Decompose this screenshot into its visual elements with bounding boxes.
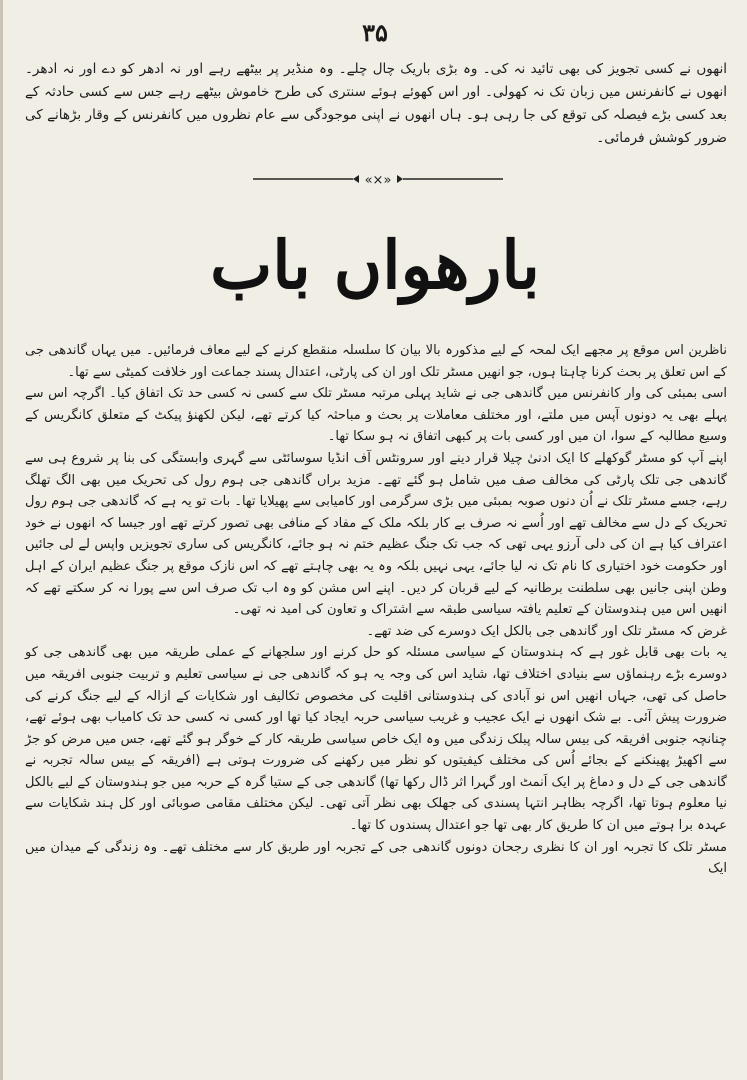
- divider-arrow-right: [397, 175, 403, 183]
- section-divider: [253, 170, 503, 188]
- body-paragraph-5: یہ بات بھی قابل غور ہے کہ ہندوستان کے سیاسی مسئلہ کو حل کرنے اور سلجھانے کے عملی طریقہ میں بھی گاندھی جی کو دوسرے بڑے رہنماؤں سے بنیادی اختلاف تھا، شاید اس کی وجہ یہ ہو کہ گاندھی جی نے سیاسی تعلیم و تربیت جنوبی افریقہ میں حاصل کی تھی، جہاں انھیں اس نو آبادی کی ہندوستانی اقلیت کی مخصوص تکالیف اور شکایات کے ازالہ کے لیے جنگ کرنے کی ضرورت پیش آئی۔ بے شک انھوں نے ایک عجیب و غریب سیاسی حربہ ایجاد کیا تھا اور کسی نہ کسی حد تک کامیاب بھی ہوئے تھے، چنانچہ جنوبی افریقہ کی بیس سالہ پبلک زندگی میں وہ ایک خاص سیاسی طریقہ کار کے خوگر ہو گئے تھے، جس میں مرض کو جڑ سے اکھیڑ پھینکنے کے بجائے اُس کی مختلف کیفیتوں کو نظر میں رکھنے کی ضرورت ہوتی ہے (افریقہ کے بیس سالہ تجربہ نے گاندھی جی کے دل و دماغ پر ایک اَنمٹ اور گہرا اثر ڈال رکھا تھا) گاندھی جی کے ستیا گرہ کے حربہ میں جو ہندوستان کے لیے بالکل نیا معلوم ہوتا تھا، اگرچہ بظاہر انتہا پسندی کی جھلک بھی نظر آتی تھی۔ لیکن مختلف مقامی صوبائی اور کل ہند شکایات سے عہدہ برا ہوتے میں ان کا طریق کار بھی تھا جو اعتدال پسندوں کا تھا۔: [24, 645, 727, 834]
- body-paragraph-6: مسٹر تلک کا تجربہ اور ان کا نظری رجحان دونوں گاندھی جی کے تجربہ اور طریق کار سے مختلف تھے۔ وہ زندگی کے میدان میں ایک: [25, 839, 727, 877]
- body-paragraph-4: غرض کہ مسٹر تلک اور گاندھی جی بالکل ایک دوسرے کی ضد تھے۔: [366, 623, 727, 639]
- chapter-body: [25, 340, 727, 880]
- body-paragraph-3: اپنے آپ کو مسٹر گوکھلے کا ایک ادنیٰ چیلا قرار دینے اور سرونٹس آف انڈیا سوسائٹی سے گہری وابستگی کی بنا پر شروع ہی سے گاندھی جی تلک پارٹی کی مخالف صف میں شامل ہو گئے تھے۔ مزید براں گاندھی جی ہوم رول کی تحریک میں بھی الگ تھلگ رہے، جسے مسٹر تلک نے اُن دنوں صوبہ بمبئی میں بڑی سرگرمی اور کامیابی سے پھیلایا تھا۔ بات تو یہ ہے کہ گاندھی جی ہوم رول تحریک کے دل سے مخالف تھے اور اُسے نہ صرف بے کار بلکہ ملک کے مفاد کے منافی بھی تصور کرتے تھے اور جیسا کہ انھوں نے خود اعتراف کیا ہے ان کی دلی آرزو یہی تھی کہ جب تک جنگ عظیم ختم نہ ہو جائے، کانگریس کی ساری تجویزیں واپس لے لی جائیں اور حکومت خود اختیاری کا نام تک نہ لیا جائے، یہی نہیں بلکہ وہ یہ بھی چاہتے تھے کہ اس نازک موقع پر جنگ عظیم ایران کے اہل وطن اپنی جانیں بھی سلطنت برطانیہ کے لیے قربان کر دیں۔ اپنے اس مشن کو وہ اب تک صرف اس سے پورا نہ کر سکتے تھے کہ انھیں اس میں ہندوستان کے تعلیم یافتہ سیاسی طبقہ سے اشتراک و تعاون کی امید نہ تھی۔: [25, 450, 727, 618]
- divider-glyph: «×»: [364, 173, 392, 188]
- chapter-title: بارھواں باب: [210, 226, 540, 304]
- divider-arrow-left: [353, 175, 359, 183]
- page-number: ۳۵: [362, 18, 388, 47]
- body-paragraph-1: ناظرین اس موقع پر مجھے ایک لمحہ کے لیے مذکورہ بالا بیان کا سلسلہ منقطع کرنے کے لیے معاف فرمائیں۔ میں یہاں گاندھی جی کے اس تعلق پر بحث کرنا چاہتا ہوں، جو انھیں مسٹر تلک اور ان کی پارٹی، اعتدال پسند جماعت اور خلافت کمیٹی سے تھا۔: [25, 343, 727, 380]
- intro-paragraph: انھوں نے کسی تجویز کی بھی تائید نہ کی۔ وہ بڑی باریک چال چلے۔ وہ منڈیر پر بیٹھے رہے اور نہ ادھر کو دے اور نہ ادھر۔ انھوں نے کانفرنس میں زبان تک نہ کھولی۔ اور اس کھوئے ہوئے سنتری کی طرح خاموش بیٹھے رہے جس سے کسی حادثہ کے بعد کسی بڑے فیصلہ کی توقع کی جا رہی ہو۔ ہاں انھوں نے اپنی موجودگی سے عام نظروں میں کانفرنس کے وقار بڑھانے کی ضرور کوشش فرمائی۔: [25, 61, 727, 146]
- body-paragraph-2: اسی بمبئی کی وار کانفرنس میں گاندھی جی نے شاید پہلی مرتبہ مسٹر تلک سے کسی نہ کسی حد تک اتفاق کیا۔ اگرچہ اس سے پہلے بھی یہ دونوں آپس میں ملتے، اور مختلف معاملات پر بحث و مباحثہ کیا کرتے تھے، لیکن لکھنؤ پیکٹ کے متعلق کانگریس کے وسیع مطالبہ کے سوا، ان میں اور کسی بات پر کبھی اتفاق نہ ہو سکا تھا۔: [25, 386, 727, 445]
